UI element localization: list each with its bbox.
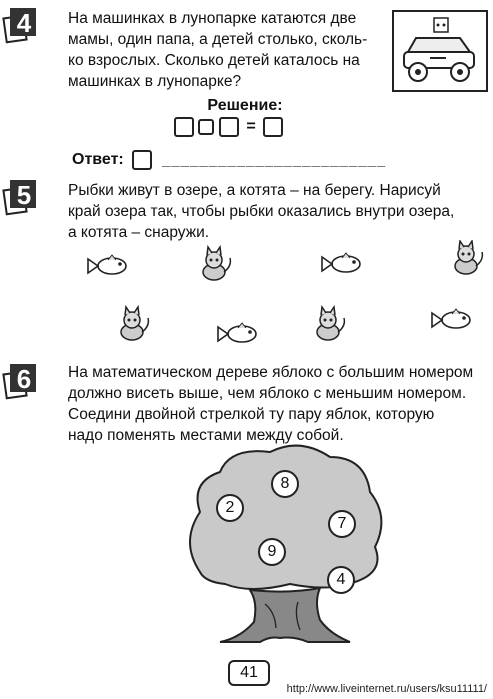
apple-number: 8 [280, 475, 290, 492]
answer-box[interactable] [263, 117, 283, 137]
apple[interactable] [328, 510, 356, 538]
task-number-badge [4, 180, 38, 214]
solution-label: Решение: [207, 97, 283, 114]
apple-number: 9 [267, 543, 277, 560]
answer-box[interactable] [219, 117, 239, 137]
fish-icon [322, 253, 360, 272]
answer-label-text: Ответ: [72, 151, 124, 169]
fish-icon [218, 323, 256, 342]
task-5-text: Рыбки живут в озере, а котята – на берегу. Нарисуй край озера так, чтобы рыбки оказались внутри озера, а котята – снаружи. [68, 182, 455, 241]
task-number: 6 [16, 364, 32, 394]
task-6-text: На математическом дереве яблоко с большим номером должно висеть выше, чем яблоко с меньшим номером. Соедини двойной стрелкой ту пару яблок, которую надо поменять местами между собой. [68, 364, 474, 444]
kitten-icon [121, 307, 148, 340]
solution-boxes [174, 117, 314, 139]
operator-box[interactable] [198, 119, 214, 135]
apple-number: 2 [225, 499, 235, 516]
kitten-icon [317, 307, 344, 340]
task-number-badge [4, 8, 38, 42]
answer-box[interactable] [132, 150, 152, 170]
apple[interactable] [216, 494, 244, 522]
tree-trunk [220, 588, 350, 642]
answer-line[interactable]: ________________________ [162, 152, 387, 169]
kitten-icon [203, 247, 230, 280]
task-number: 5 [16, 180, 32, 210]
kitten-icon [455, 241, 482, 274]
car-illustration [392, 10, 488, 92]
apple-number: 4 [336, 571, 346, 588]
fish-icon [88, 255, 126, 274]
page-number: 41 [228, 660, 270, 686]
answer-box[interactable] [174, 117, 194, 137]
apple[interactable] [258, 538, 286, 566]
apple-number: 7 [337, 515, 347, 532]
fish-icon [432, 309, 470, 328]
apple[interactable] [271, 470, 299, 498]
task-4-text: На машинках в лунопарке катаются две мамы, один папа, а детей столько, сколь- ко взрослых. Сколько детей каталось на машинках в лунопарке? [68, 10, 368, 90]
answer-label [72, 150, 152, 170]
apple[interactable] [327, 566, 355, 594]
task-number-badge [4, 364, 38, 398]
fish-and-kittens-area [0, 240, 493, 350]
apples-layer [180, 442, 390, 592]
equals-sign: = [246, 118, 256, 135]
footer-url: http://www.liveinternet.ru/users/ksu11111/ [286, 683, 487, 695]
task-number: 4 [16, 8, 32, 38]
